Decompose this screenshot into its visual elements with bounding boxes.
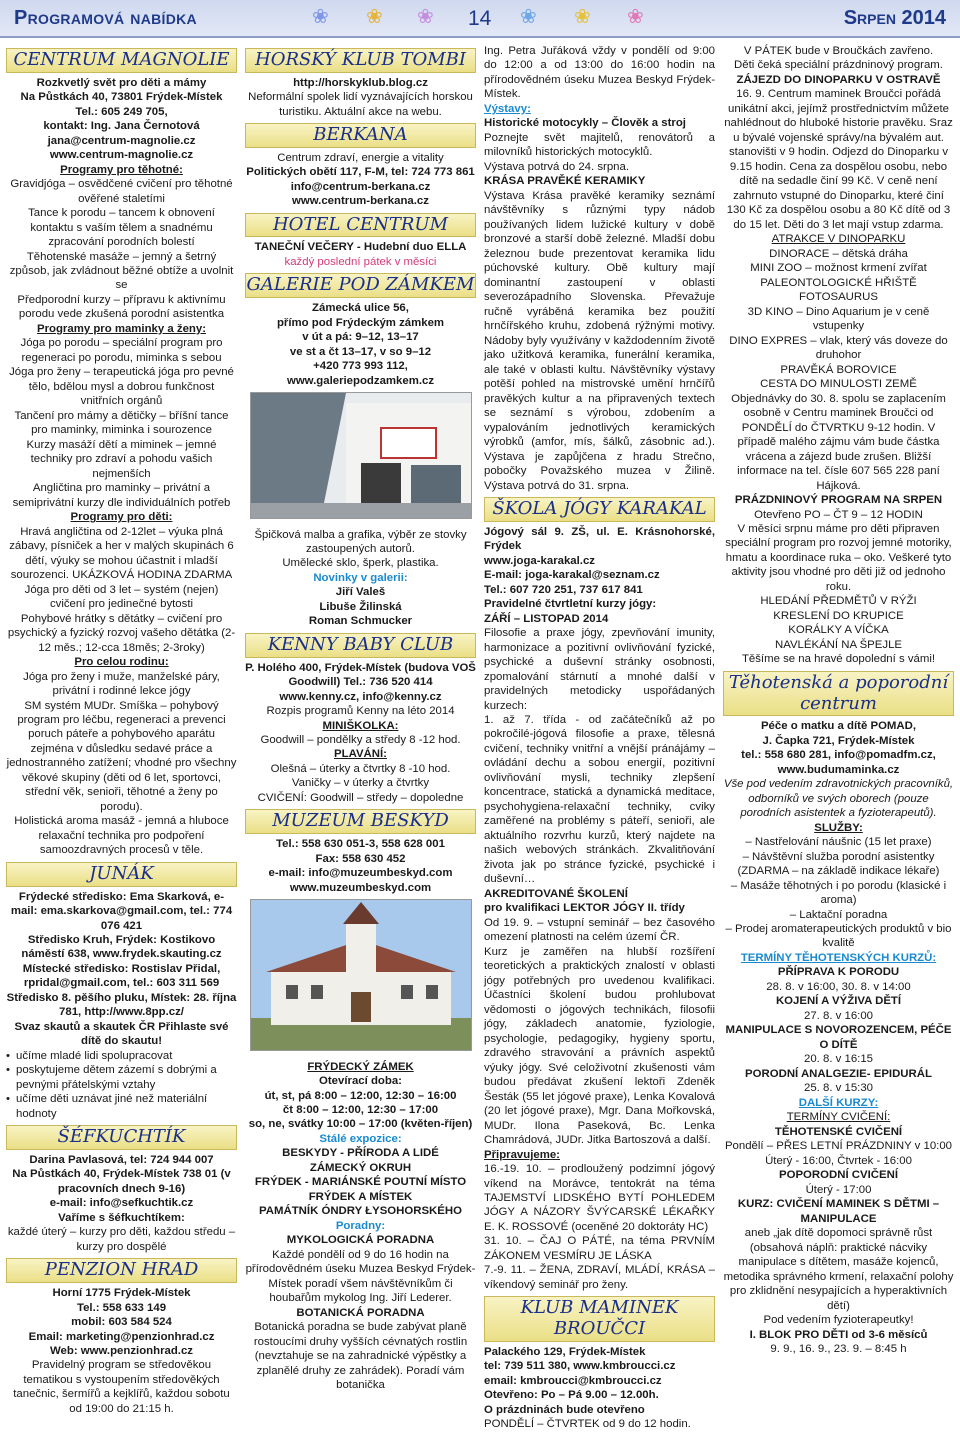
text-line: – Laktační poradna	[789, 908, 888, 921]
text-line: Goodwill – pondělky a středy 8 -12 hod.	[260, 734, 461, 746]
text-line: každý poslední pátek v měsíci	[284, 255, 437, 268]
text-line: Od 19. 9. – vstupní seminář – bez časového omezení platnosti na celém území ČR.	[484, 916, 715, 944]
text-line: 1. až 7. třída - od začátečníků až po pokročilé-jógová filosofie a praxe, tělesná cvičení, techniky vnitřní a vnější pránájámy – ovládání dechu a sobou energií, pozitivní ovlivňování mysli, techniky zlepšení koncentrace, statická a dynamická meditace, psychohygiena-relaxační techniky, cviky zaměřené na problémy s páteří, senioři, ale aktuálního rozvrhu kurzů, který najdete na našich webových stránkách. Zkvalitňování života jak po stránce fyzické, psychické i duševní…	[484, 714, 715, 886]
text-line: Předporodní kurzy – přípravu k aktivnímu porodu vede zkušená porodní asistentka	[17, 293, 226, 321]
text-line: Politických obětí 117, F-M, tel: 724 773 861	[246, 166, 475, 179]
text-line: DINO EXPRES – vlak, který vás doveze do druhohor	[729, 334, 948, 362]
text-line: KRÁSA PRAVĚKÉ KERAMIKY	[484, 175, 646, 188]
text-line: www.joga-karakal.cz	[484, 554, 595, 567]
text-line: CESTA DO MINULOSTI ZEMĚ	[760, 378, 917, 391]
section-heading: BERKANA	[245, 123, 476, 148]
section-heading: KLUB MAMINEK BROUČCI	[484, 1296, 715, 1341]
column-3	[484, 44, 715, 1432]
text-line: Úterý - 17:00	[805, 1183, 872, 1196]
text-line: Poznejte svět majitelů, renovátorů a milovníků historických motocyklů.	[484, 131, 715, 159]
text-line: Umělecké sklo, šperk, plastika.	[282, 557, 439, 570]
text-line: email: kmbroucci@kmbroucci.cz	[484, 1374, 662, 1387]
text-line: Frýdecké středisko: Ema Skarková, e-mail: ema.skarkova@gmail.com, tel.: 774 076 421	[10, 890, 233, 932]
text-line: Na Půstkách 40, Frýdek-Místek 738 01 (v pracovních dnech 9-16)	[12, 1168, 231, 1195]
text-line: Programy pro děti:	[70, 511, 173, 524]
text-line: jana@centrum-magnolie.cz	[47, 134, 196, 147]
text-line: kontakt: Ing. Jana Černotová	[43, 120, 200, 133]
text-line: Programy pro maminky a ženy:	[36, 322, 207, 335]
text-line: – Masáže těhotných i po porodu (klasické i aroma)	[730, 879, 947, 907]
list-item: • učíme děti uznávat jiné než materiální hodnoty	[6, 1092, 237, 1121]
text-line: přímo pod Frýdeckým zámkem	[276, 316, 445, 329]
text-line: PALEONTOLOGICKÉ HŘIŠTĚ	[760, 276, 917, 289]
list-item: • poskytujeme dětem zázemí s dobrými a pevnými přátelskými vztahy	[6, 1063, 237, 1092]
text-line: PORODNÍ ANALGEZIE- EPIDURÁL	[745, 1067, 932, 1080]
text-line: PRÁZDNINOVÝ PROGRAM NA SRPEN	[734, 494, 943, 507]
text-line: www.centrum-berkana.cz	[292, 195, 429, 208]
text-line: Výstava potrvá do 24. srpna.	[484, 160, 629, 173]
text-line: tel: 739 511 380, www.kmbroucci.cz	[484, 1360, 676, 1373]
text-line: Novinky v galerii:	[313, 571, 408, 584]
text-line: – Návštěvní služba porodní asistentky (ZDARMA – na základě indikace lékaře)	[737, 850, 940, 878]
columns	[6, 44, 954, 1432]
text-line: Vše pod vedením zdravotnických pracovníků, odborníků ve svých oborech (pouze porodních asistentek a fyzioterapeutů).	[723, 778, 954, 820]
text-line: KORÁLKY A VÍČKA	[788, 624, 889, 637]
text-line: Těhotenské masáže – jemný a šetrný způsob, jak zvládnout běžné obtíže a uvolnit se	[9, 250, 234, 292]
section-heading: HORSKÝ KLUB TOMBI	[245, 48, 476, 73]
text-line: 9. 9., 16. 9., 23. 9. – 8:45 h	[770, 1343, 907, 1356]
text-line: so, ne, svátky 10:00 – 17:00 (květen-říjen)	[248, 1118, 473, 1131]
text-line: BOTANICKÁ PORADNA	[296, 1306, 425, 1319]
section-heading: Těhotenská a poporodní centrum	[723, 671, 954, 716]
text-line: I. BLOK PRO DĚTI od 3-6 měsíců	[749, 1328, 928, 1341]
flower-icon: ❀	[312, 6, 329, 28]
text-line: PRAVĚKÁ BOROVICE	[780, 363, 897, 376]
flower-icon: ❀	[627, 6, 644, 28]
text-line: Středisko Kruh, Frýdek: Kostikovo náměstí 638, www.frydek.skauting.cz	[21, 933, 222, 961]
text-line: FRÝDEK - MARIÁNSKÉ POUTNÍ MÍSTO	[254, 1176, 467, 1189]
text-line: Pro celou rodinu:	[74, 656, 169, 669]
text-line: Pohybové hrátky s dětátky – cvičení pro psychický a fyzický rozvoj vašeho dětátka (2-12 měs.; 12-cca 18měs; 2-3roky)	[7, 612, 236, 654]
text-line: DALŠÍ KURZY:	[798, 1096, 879, 1109]
text-line: Horní 1775 Frýdek-Místek	[52, 1287, 191, 1300]
text-line: http://horskyklub.blog.cz	[293, 76, 428, 89]
text-line: Web: www.penzionhrad.cz	[49, 1344, 194, 1357]
text-line: MYKOLOGICKÁ PORADNA	[286, 1234, 435, 1247]
text-line: Rozpis programů Kenny na léto 2014	[266, 705, 455, 718]
text-line: V měsíci srpnu máme pro děti připraven speciální program pro rozvoj jemné motoriky, hmatu a koordinace ruka – oko. Veškeré tyto aktivity jsou vhodné pro děti již od jednoho roku.	[725, 522, 952, 593]
text-line: V PÁTEK bude v Broučkách zavřeno.	[743, 45, 934, 57]
text-line: Těšíme se na hravé dopolední s vámi!	[741, 653, 936, 666]
flower-icon: ❀	[366, 6, 383, 28]
text-line: čt 8:00 – 12:00, 12:30 – 17:00	[282, 1103, 439, 1116]
section-heading: ŠÉFKUCHTÍK	[6, 1125, 237, 1150]
text-line: Tel.: 607 720 251, 737 617 841	[484, 583, 643, 596]
section-heading: KENNY BABY CLUB	[245, 633, 476, 658]
text-line: www.centrum-magnolie.cz	[49, 149, 194, 162]
text-line: Poradny:	[335, 1219, 386, 1232]
text-line: DINORACE – dětská dráha	[769, 247, 908, 260]
text-line: Připravujeme:	[484, 1148, 560, 1161]
page-header	[0, 0, 960, 38]
text-line: Historické motocykly – Člověk a stroj	[484, 117, 686, 130]
text-line: Tel.: 558 630 051-3, 558 628 001	[276, 838, 445, 851]
text-line: SLUŽBY:	[814, 821, 863, 834]
text-line: Úterý - 16:00, Čtvrtek - 16:00	[765, 1154, 912, 1167]
section-heading: MUZEUM BESKYD	[245, 809, 476, 834]
gallery-photo	[250, 392, 472, 519]
text-line: Péče o matku a dítě POMAD,	[760, 720, 917, 733]
text-line: Výstavy:	[484, 102, 531, 115]
text-line: Otevřeno: Po – Pá 9.00 – 12.00h.	[484, 1389, 659, 1402]
text-line: Pondělí – PŘES LETNÍ PRÁZDNINY v 10:00	[724, 1140, 953, 1153]
text-line: BESKYDY - PŘÍRODA A LIDÉ	[282, 1147, 439, 1160]
text-line: Objednávky do 30. 8. spolu se zaplacením osobně v Centru maminek Broučci od PONDĚLÍ do ČTVRTKU 9-12 hodin. V případě malého zájmu vám bude částka vrácena a zájezd bude zrušen. Bližší informace na tel. čísle 607 565 228 paní Hájková.	[731, 392, 946, 492]
text-line: AKREDITOVANÉ ŠKOLENÍ	[484, 887, 628, 900]
text-line: Na Půstkách 40, 73801 Frýdek-Místek	[20, 91, 223, 104]
section-heading: GALERIE POD ZÁMKEM	[245, 273, 476, 298]
text-line: PLAVÁNÍ:	[334, 748, 387, 761]
text-line: Stálé expozice:	[319, 1132, 402, 1145]
text-line: Výstava Krása pravěké keramiky seznámí návštěvníky s různými typy nádob používaných lidem lužické kultury v době bronzové a starší době železné. Mladší dobu železnou bude prezentovat keramika lidu púchovské kultury. Obě kultury mají dominantní zastoupení v oblasti severozápadního Slovenska. Převažuje ručně vyráběná keramika bez použití hrnčířského kruhu, zdobená rýžnými motivy. Nádoby byly využívány v každodenním životě jako užitková keramika, funerální keramika, ale také v oblasti kultu. Návštěvníky výstavy potěší pohled na mistrovské umění hrnčířů pravěkých kultur a na připravených textech se seznámí s výrobou, zdobením a vypalováním jednotlivých keramických výrobků (amfor, mís, šálků, zásobnic ad.). Výstava je zapůjčena z hradu Strečno, pobočky Považského muzea v Žilině. Výstava potrvá do 31. srpna.	[484, 189, 715, 492]
text-line: Tančení pro mámy a dětičky – bříšní tance pro maminky, miminka i sourozence	[14, 409, 229, 437]
text-line: 31. 10. – ČAJ O PÁTÉ, na téma PRVNÍM ZÁKONEM VESMÍRU JE LÁSKA	[484, 1235, 715, 1262]
text-line: TĚHOTENSKÉ CVIČENÍ	[774, 1125, 903, 1138]
text-line: NAVLÉKÁNÍ NA ŠPEJLE	[774, 638, 903, 651]
text-line: Každé pondělí od 9 do 16 hodin na přírodovědném úseku Muzea Beskyd Frýdek-Místek poradí všem návštěvníkům či houbařům mykolog Ing. Jiří Lederer.	[245, 1248, 476, 1305]
text-line: 7.-9. 11. – ŽENA, ZDRAVÍ, MLÁDÍ, KRÁSA – víkendový seminář pro ženy.	[484, 1264, 715, 1291]
text-line: Email: marketing@penzionhrad.cz	[28, 1330, 215, 1343]
text-line: ve st a čt 13–17, v so 9–12	[289, 345, 432, 358]
text-line: FRÝDECKÝ ZÁMEK	[307, 1060, 414, 1073]
column-4	[723, 44, 954, 1432]
text-line: MINI ZOO – možnost krmení zvířat	[750, 262, 927, 275]
text-line: 16.-19. 10. – prodloužený podzimní jógový víkend na Morávce, tentokrát na téma TAJEMSTVÍ LIDSKÉHO BYTÍ POHLEDEM JÓGY A NÁZORY ŠVÝCARSKÉ LÉKAŘKY E. K. ROSSOVÉ (oceněné 20 doktoráty HC)	[484, 1163, 715, 1233]
list-item: • učíme mladé lidi spolupracovat	[6, 1049, 237, 1063]
text-line: ZÁŘÍ – LISTOPAD 2014	[484, 612, 609, 625]
text-line: www.galeriepodzamkem.cz	[286, 374, 435, 387]
text-line: Darina Pavlasová, tel: 724 944 007	[29, 1153, 214, 1166]
text-line: TERMÍNY TĚHOTENSKÝCH KURZŮ:	[740, 951, 937, 964]
text-line: Místecké středisko: Rostislav Přidal, rpridal@gmail.com, tel.: 603 311 569	[22, 962, 221, 990]
text-line: Tel.: 605 249 705,	[75, 105, 168, 118]
text-line: e-mail: info@sefkuchtik.cz	[49, 1197, 194, 1210]
text-line: Jóga pro děti od 3 let – systém (nejen) cvičení pro jedinečné bytosti	[24, 583, 219, 611]
text-line: Angličtina pro maminky – privátní a semiprivátní kurzy dle individuálních potřeb	[12, 482, 231, 509]
text-line: Vaničky – v úterky a čtvrtky	[291, 777, 430, 790]
text-line: J. Čapka 721, Frýdek-Místek	[762, 734, 915, 747]
text-line: www.budumaminka.cz	[777, 763, 900, 776]
text-line: POPORODNÍ CVIČENÍ	[779, 1169, 898, 1182]
text-line: Pravidelný program se středověkou tematikou s vystoupením středověkých tanečnic, šermířů a kejklířů, každou sobotu od 19:00 do 21:15 h.	[13, 1359, 230, 1415]
text-line: Neformální spolek lidí vyznávajících horskou turistiku. Aktuální akce na webu.	[248, 91, 473, 118]
text-line: aneb „jak dítě dopomoci správně růst (obsahová náplň: praktické nácviky manipulace s dítětem, masáže kojenců, metodika správného krmení, relaxační polohy pro zklidnění nesypajících a hyperaktivních dětí)	[723, 1227, 954, 1312]
text-line: Programy pro těhotné:	[60, 163, 183, 176]
page-number: 14	[468, 7, 492, 30]
text-line: Vaříme s šéfkuchtíkem:	[58, 1211, 185, 1224]
text-line: mobil: 603 584 524	[71, 1316, 172, 1329]
text-line: pro kvalifikaci LEKTOR JÓGY II. třídy	[484, 902, 685, 915]
text-line: Libuše Žilinská	[319, 600, 402, 613]
text-line: Tel.: 558 633 149	[76, 1301, 167, 1314]
text-line: Gravidjóga – osvědčené cvičení pro těhotné ověřené staletími	[10, 178, 233, 205]
text-line: e-mail: info@muzeumbeskyd.com	[268, 867, 453, 880]
text-line: 28. 8. v 16:00, 30. 8. v 14:00	[766, 980, 911, 993]
text-line: TANEČNÍ VEČERY - Hudební duo ELLA	[254, 241, 467, 254]
column-1	[6, 44, 237, 1432]
flower-icon: ❀	[574, 6, 591, 28]
text-line: út, st, pá 8:00 – 12:00, 12:30 – 16:00	[264, 1089, 457, 1102]
text-line: Palackého 129, Frýdek-Místek	[484, 1345, 646, 1358]
flower-icon: ❀	[417, 6, 434, 28]
castle-photo	[250, 899, 472, 1051]
text-line: 20. 8. v 16:15	[803, 1053, 874, 1066]
text-line: KRESLENÍ DO KRUPICE	[773, 609, 904, 622]
text-line: MINIŠKOLKA:	[322, 719, 399, 732]
text-line: Rozkvetlý svět pro děti a mámy	[36, 76, 207, 89]
section-heading: CENTRUM MAGNOLIE	[6, 48, 237, 73]
text-line: www.kenny.cz, info@kenny.cz	[279, 690, 442, 703]
text-line: Ing. Petra Juřáková vždy v pondělí od 9:00 do 12:00 a od 13:00 do 16:00 hodin na přírodovědném úseku Muzea Beskyd Frýdek-Místek.	[484, 45, 715, 101]
text-line: Tance k porodu – tancem k obnovení kontaktu s vaším tělem a snadnému zpracování porodních bolestí	[28, 207, 215, 249]
section-heading: JUNÁK	[6, 862, 237, 887]
text-line: www.muzeumbeskyd.com	[289, 881, 432, 894]
text-line: ZÁJEZD DO DINOPARKU V OSTRAVĚ	[736, 73, 941, 86]
text-line: Špičková malba a grafika, výběr ze stovky zastoupených autorů.	[254, 528, 467, 555]
text-line: Otevřeno PO – ČT 9 – 12 HODIN	[754, 508, 923, 521]
text-line: TERMÍNY CVIČENÍ:	[786, 1111, 891, 1124]
text-line: Jóga po porodu – speciální program pro regeneraci po porodu, miminka s sebou	[20, 337, 223, 364]
text-line: Botanická poradna se bude zabývat planě rostoucími druhy vyšších cévnatých rostlin (nevztahuje se na zahradnické výpěstky a zplanělé druhy ze zahrádek). Poradí vám botanička	[253, 1321, 468, 1392]
text-line: KOJENÍ A VÝŽIVA DĚTÍ	[775, 995, 902, 1008]
section-heading: PENZION HRAD	[6, 1258, 237, 1283]
text-line: Středisko 8. pěšího pluku, Místek: 28. října 781, http://www.8pp.cz/	[6, 991, 237, 1019]
text-line: ATRAKCE V DINOPARKU	[771, 233, 906, 246]
text-line: O prázdninách bude otevřeno	[484, 1403, 645, 1416]
text-line: P. Holého 400, Frýdek-Místek (budova VOŠ Goodwill) Tel.: 736 520 414	[245, 661, 476, 689]
text-line: 16. 9. Centrum maminek Broučci pořádá unikátní akci, jejímž prostřednictvím můžete nahlédnout do hluboké historie pravěku. Sraz u bývalé vojenské správy/na bývalém aut. stanovišti v 9 hodin. Odjezd do Dinoparku v 9.15 hodin. Cena za dospělou osobu, nebo dítě na sedadle činí 99 Kč. V ceně není zahrnuto vstupné do Dinoparku, které činí 130 Kč za dospělou osobu a 80 Kč dítě od 3 do 15 let. Děti do 3 let mají vstup zdarma.	[724, 88, 953, 231]
text-line: – Prodej aromaterapeutických produktů v bio kvalitě	[725, 922, 952, 950]
text-line: +420 773 993 112,	[313, 360, 408, 373]
text-line: CVIČENÍ: Goodwill – středy – dopoledne	[257, 791, 464, 804]
issue-month: Srpen 2014	[843, 7, 946, 29]
section-title: Programová nabídka	[14, 7, 197, 29]
text-line: tel.: 558 680 281, info@pomadfm.cz,	[741, 749, 936, 762]
text-line: 27. 8. v 16:00	[803, 1009, 874, 1022]
text-line: Zámecká ulice 56,	[312, 302, 409, 315]
text-line: ZÁMECKÝ OKRUH	[309, 1161, 412, 1174]
text-line: Roman Schmucker	[308, 615, 413, 628]
text-line: Jiří Valeš	[335, 586, 386, 599]
flower-icon: ❀	[520, 6, 537, 28]
text-line: v út a pá: 9–12, 13–17	[302, 331, 419, 344]
text-line: – Nastřelování náušnic (15 let praxe)	[745, 836, 932, 849]
text-line: Děti čeká speciální prázdninový program.	[734, 59, 943, 72]
text-line: Jóga pro ženy – terapeutická jóga pro pevné tělo, bdělou mysl a dobrou funkčnost vnitřních orgánů	[9, 366, 234, 408]
text-line: PONDĚLÍ – ČTVRTEK od 9 do 12 hodin.	[484, 1418, 691, 1431]
text-line: SM systém MUDr. Smíška – pohybový program pro léčbu, regeneraci a prevenci poruch páteře a pohybového aparátu zejména v důsledku sedavé práce a jednostranného zatížení; vhodné pro všechny věkové skupiny (děti od 6 let, sportovci, střední věk, senioři, těhotné a ženy po porodu).	[6, 699, 237, 813]
text-line: info@centrum-berkana.cz	[290, 180, 431, 193]
text-line: Otevírací doba:	[319, 1075, 402, 1088]
text-line: FOTOSAURUS	[799, 291, 878, 304]
text-line: Kurzy masáží dětí a miminek – jemné techniky pro zdraví a pohodu vašich nejmenších	[26, 438, 217, 480]
text-line: Jógový sál 9. ZŠ, ul. E. Krásnohorské, Frýdek	[484, 525, 715, 553]
section-heading: ŠKOLA JÓGY KARAKAL	[484, 497, 715, 522]
text-line: Filosofie a praxe jógy, zpevňování imunity, harmonizace a pozitivní ovlivňování fyzické, psychické a duševní stránky osobnosti, zpomalování stárnutí a mnohé další v pravidelných metodicky uspořádaných kurzech:	[484, 627, 715, 712]
text-line: Kurz je zaměřen na hlubší rozšíření teoretických a praktických znalostí v oblasti jógy potřebných pro uvedenou kvalifikaci. Účastníci školení budou prohlubovat vědomosti o jógových technikách, filosofii jógy, základech anatomie, fyziologie, psychologie, pedagogiky, hygieny sportu, zdravého stravování a právních aspektů výuky jógy. Své celoživotní zkušenosti vám budou předávat zkušení lektoři Zdeněk Šesták (55 let jógové praxe), Lenka Kovalová (20 let jógové praxe), Mgr. Dana Mořkovská, MUDr. Ilona Paseková, Bc. Lenka Chamrádová, JUDr. Jitka Bartoszová a další.	[484, 945, 715, 1147]
text-line: Olešná – úterky a čtvrtky 8 -10 hod.	[270, 762, 451, 775]
text-line: Centrum zdraví, energie a vitality	[277, 151, 444, 164]
bullet-list	[6, 1049, 237, 1121]
section-heading: HOTEL CENTRUM	[245, 213, 476, 238]
text-line: každé úterý – kurzy pro děti, každou středu – kurzy pro dospělé	[7, 1226, 236, 1253]
text-line: Pravidelné čtvrtletní kurzy jógy:	[484, 598, 657, 611]
column-2	[245, 44, 476, 1432]
text-line: Svaz skautů a skautek ČR Přihlaste své dítě do skautu!	[14, 1020, 229, 1048]
text-line: PAMÁTNÍK ÓNDRY ŁYSOHORSKÉHO	[259, 1205, 462, 1218]
text-line: 3D KINO – Dino Aquarium je v ceně vstupenky	[747, 305, 930, 333]
text-line: Jóga pro ženy i muže, manželské páry, privátní i rodinné lekce jógy	[23, 670, 220, 698]
text-line: Fax: 558 630 452	[315, 852, 406, 865]
text-line: E-mail: joga-karakal@seznam.cz	[484, 569, 660, 582]
text-line: 25. 8. v 15:30	[803, 1082, 874, 1095]
text-line: FRÝDEK A MÍSTEK	[308, 1190, 413, 1203]
text-line: MANIPULACE S NOVOROZENCEM, PÉČE O DÍTĚ	[725, 1024, 952, 1051]
text-line: Hravá angličtina od 2-12let – výuka plná zábavy, písniček a her v malých skupinách 6 dětí, výuky se mohou účastnit i mladší sourozenci. UKÁZKOVÁ HODINA ZDARMA	[9, 525, 234, 582]
text-line: PŘÍPRAVA K PORODU	[777, 966, 900, 979]
text-line: Holistická aroma masáž - jemná a hluboce relaxační technika pro podpoření samoozdravných procesů v těle.	[14, 815, 229, 857]
text-line: KURZ: CVIČENÍ MAMINEK S DĚTMI – MANIPULACE	[737, 1198, 940, 1225]
text-line: HLEDÁNÍ PŘEDMĚTŮ V RÝŽI	[760, 595, 917, 608]
text-line: Pod vedením fyzioterapeutky!	[763, 1314, 914, 1327]
